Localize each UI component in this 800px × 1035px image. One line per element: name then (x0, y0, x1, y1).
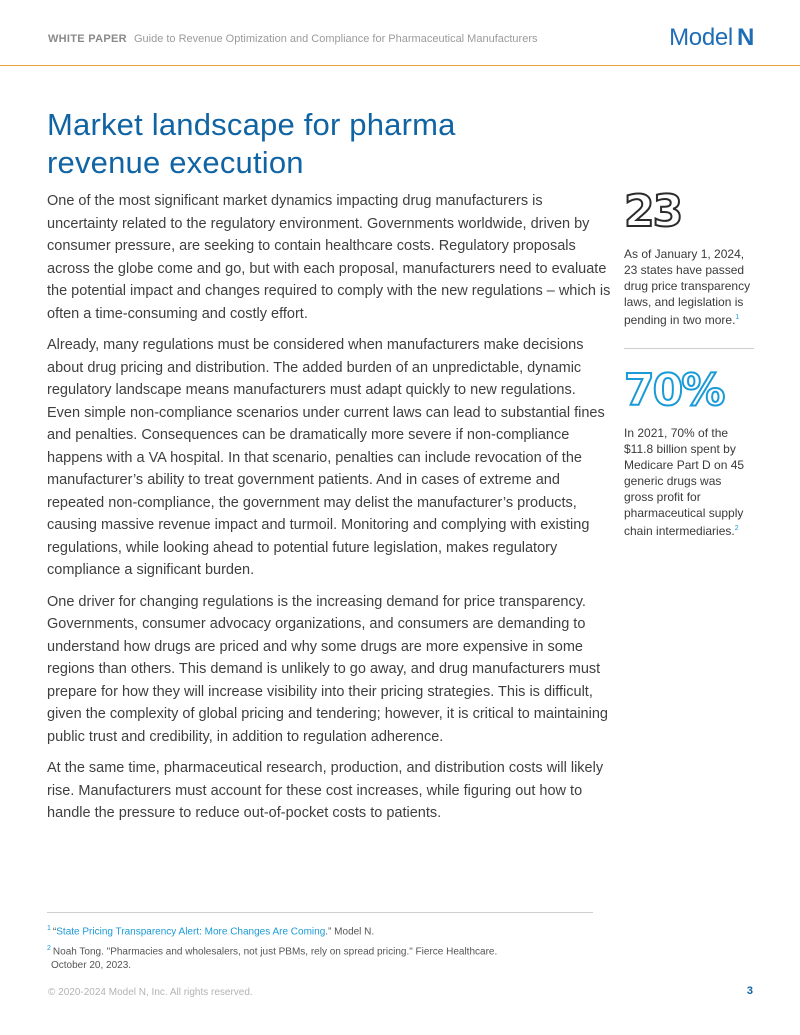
page-title-line1: Market landscape for pharma (47, 107, 456, 142)
stat-text: In 2021, 70% of the $11.8 billion spent by Medicare Part D on 45 generic drugs was gross profit for pharmaceutical supply chain intermediaries. (624, 426, 745, 538)
copyright: © 2020-2024 Model N, Inc. All rights reserved. (48, 987, 253, 998)
sidebar-divider (624, 348, 754, 349)
header-text (48, 33, 538, 45)
body-text (47, 190, 612, 834)
footnote-ref[interactable]: 2 (734, 525, 739, 532)
logo-mark: N (736, 24, 754, 51)
body-paragraph: One driver for changing regulations is the increasing demand for price transparency. Governments, consumer advocacy organizations, and consumers are demanding to understand how drugs are priced and why some drugs are more expensive in some regions than others. This demand is unlikely to go away, and drug manufacturers must prepare for how they will increase visibility into their pricing strategies. This is difficult, given the complexity of global pricing and tendering; however, it is critical to maintaining public trust and credibility, in addition to regulation adherence. (47, 593, 608, 745)
stat-description (624, 425, 754, 539)
footnote-text: Noah Tong. "Pharmacies and wholesalers, not just PBMs, rely on spread pricing." Fierce Healthcare. (52, 946, 498, 958)
logo-text: Model (669, 24, 733, 51)
model-n-logo (669, 24, 754, 52)
body-paragraph: Already, many regulations must be considered when manufacturers make decisions about drug pricing and distribution. The added burden of an unpredictable, dynamic regulatory landscape means manufacturers must adapt quickly to new regulations. Even simple non-compliance scenarios under current laws can lead to substantial fines and penalties. Consequences can be dramatically more severe if non-compliance happens with a VA hospital. In that scenario, penalties can include revocation of the manufacturer’s ability to treat government patients. And in cases of extreme and repeated non-compliance, the government may delist the manufacturer’s products, causing massive revenue impact and turmoil. Monitoring and complying with existing regulations, while looking ahead to potential future legislation, makes regulatory compliance a significant burden. (47, 337, 605, 578)
stat-value: 23 (624, 186, 682, 237)
stat-value: 70% (624, 365, 724, 416)
stat-text: As of January 1, 2024, 23 states have passed drug price transparency laws, and legislation is pending in two more. (624, 247, 751, 327)
footnotes (47, 922, 607, 976)
stat-callout (624, 367, 754, 539)
footnote: $^1$ “State Pricing Transparency Alert: More Changes Are Coming.” Model N. (47, 925, 375, 938)
footnote-divider (47, 912, 593, 913)
footnote-number: 2 (47, 945, 51, 953)
page-title (47, 106, 567, 182)
body-paragraph: One of the most significant market dynamics impacting drug manufacturers is uncertainty related to the regulatory environment. Governments worldwide, driven by consumer pressure, are seeking to contain healthcare costs. Regulatory proposals across the globe come and go, but with each proposal, manufacturers need to evaluate the potential impact and changes required to comply with the new regulations – which is often a time-consuming and costly effort. (47, 193, 611, 322)
header-title: Guide to Revenue Optimization and Compliance for Pharmaceutical Manufacturers (133, 33, 538, 45)
footnote-source: Model N. (334, 926, 375, 938)
stats-sidebar (624, 188, 754, 539)
footnote (47, 942, 607, 971)
footnote-date: October 20, 2023. (51, 959, 132, 971)
page-title-line2: revenue execution (47, 145, 304, 180)
header-label: WHITE PAPER (48, 33, 127, 45)
footnote-link[interactable]: State Pricing Transparency Alert: More Changes Are Coming (56, 926, 326, 938)
footnote-ref[interactable]: 1 (735, 314, 740, 321)
stat-callout (624, 188, 754, 328)
footnote-number: 1 (47, 925, 51, 932)
page-number: 3 (746, 985, 753, 997)
body-paragraph: At the same time, pharmaceutical research, production, and distribution costs will likely rise. Manufacturers must account for these cost increases, while figuring out how to handle the pressure to reduce out-of-pocket costs to patients. (47, 760, 604, 821)
page-header (0, 0, 800, 66)
stat-description (624, 246, 754, 328)
